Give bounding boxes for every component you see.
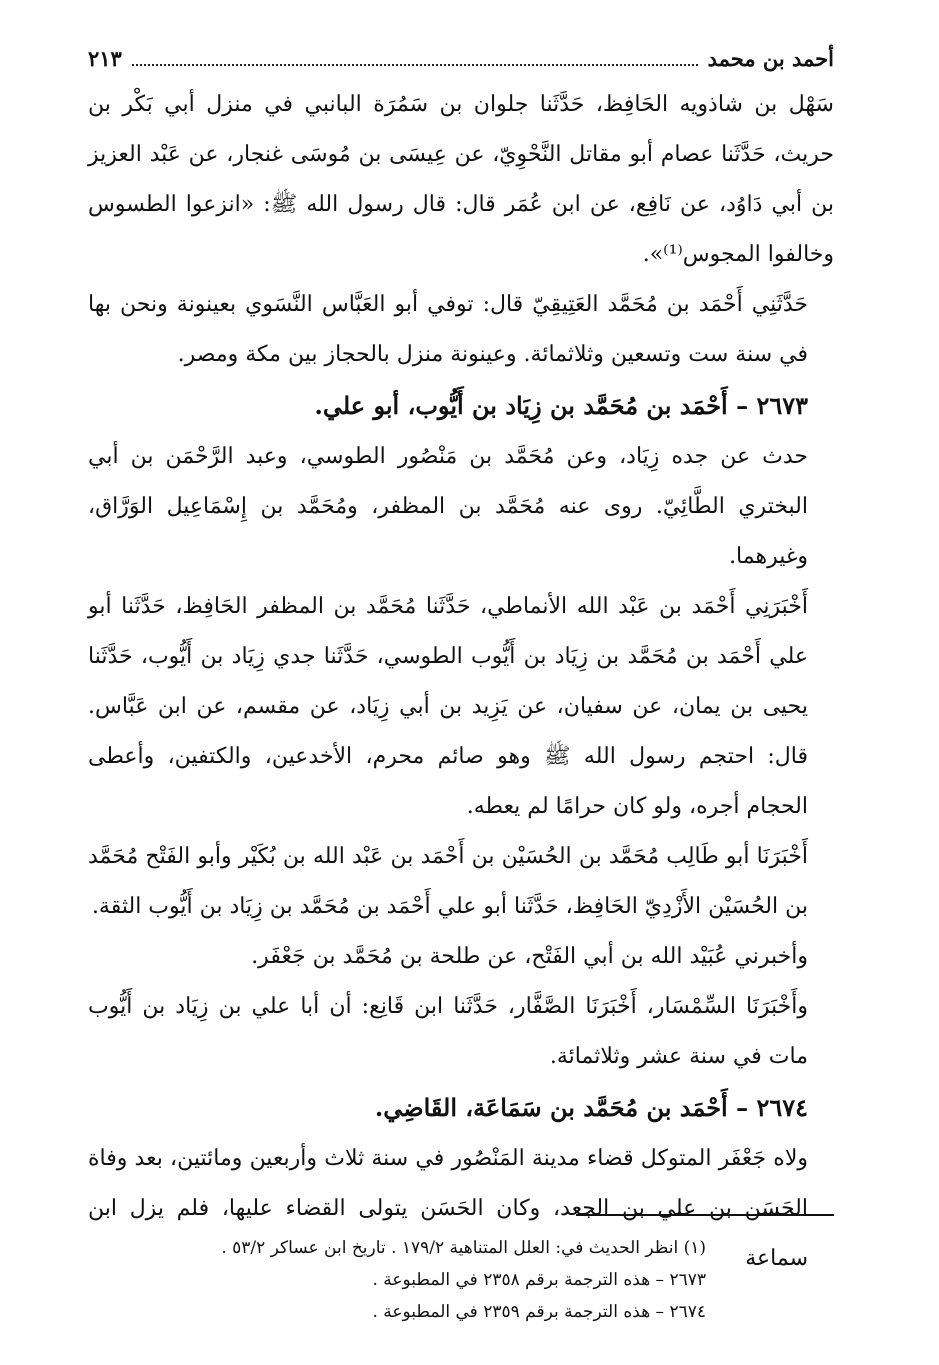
footnote-entry-2673: ٢٦٧٣ – هذه الترجمة برقم ٢٣٥٨ في المطبوعة . [372,1270,706,1290]
footnotes [88,1232,834,1328]
footnote-entry-2674: ٢٦٧٤ – هذه الترجمة برقم ٢٣٥٩ في المطبوعة . [372,1302,706,1322]
footnote-1: (١) انظر الحديث في: العلل المتناهية ١٧٩/٢ . تاريخ ابن عساكر ٥٣/٢ . [221,1238,706,1258]
page-number: ٢١٣ [88,46,122,71]
paragraph-1: سَهْل بن شاذويه الحَافِظ، حَدَّثَنا جلوان بن سَمُرَة البانبي في منزل أبي بَكْر بن حريث، حَدَّثَنا عصام أبو مقاتل النَّحْوِيّ، عن عِيسَى بن مُوسَى غنجار، عن عَبْد العزيز بن أبي دَاوُد، عن نَافِع، عن ابن عُمَر قال: قال رسول الله ﷺ: «انزعوا الطسوس وخالفوا المجوس⁽¹⁾». [88,92,835,267]
paragraph-7: وأَخْبَرَنَا السِّمْسَار، أَخْبَرَنَا الصَّفَّار، حَدَّثَنا ابن قَانِع: أن أبا علي بن زِيَاد بن أَيُّوب مات في سنة عشر وثلاثمائة. [88,994,808,1069]
paragraph-4: أَخْبَرَنِي أَحْمَد بن عَبْد الله الأنماطي، حَدَّثَنا مُحَمَّد بن المظفر الحَافِظ، حَدَّثَنا أبو علي أَحْمَد بن مُحَمَّد بن زِيَاد بن أَيُّوب الطوسي، حَدَّثَنا جدي زِيَاد بن أَيُّوب، حَدَّثَنا يحيى بن يمان، عن سفيان، عن يَزِيد بن أبي زِيَاد، عن مقسم، عن ابن عَبَّاس. قال: احتجم رسول الله ﷺ وهو صائم محرم، الأخدعين، والكتفين، وأعطى الحجام أجره، ولو كان حرامًا لم يعطه. [88,594,808,819]
running-title: أحمد بن محمد [707,46,834,71]
paragraph-3: حدث عن جده زِيَاد، وعن مُحَمَّد بن مَنْصُور الطوسي، وعبد الرَّحْمَن بن أبي البختري الطَّائِيّ. روى عنه مُحَمَّد بن المظفر، ومُحَمَّد بن إِسْمَاعِيل الوَرَّاق، وغيرهما. [88,444,808,569]
paragraph-2: حَدَّثَنِي أَحْمَد بن مُحَمَّد العَتِيقِيّ قال: توفي أبو العَبَّاس النَّسَوي بعينونة ونحن بها في سنة ست وتسعين وثلاثمائة. وعينونة منزل بالحجاز بين مكة ومصر. [88,292,808,367]
header-dot-leader [132,42,698,66]
entry-heading-2674: ٢٦٧٤ – أَحْمَد بن مُحَمَّد بن سَمَاعَة، القَاضِي. [374,1093,808,1122]
page [88,40,834,1284]
footnote-separator [576,1214,834,1216]
paragraph-8: ولاه جَعْفَر المتوكل قضاء مدينة المَنْصُور في سنة ثلاث وأربعين ومائتين، بعد وفاة الحَسَن بن علي بن الجعد، وكان الحَسَن يتولى القضاء عليها، فلم يزل ابن سماعة [88,1146,808,1271]
entry-heading-2673: ٢٦٧٣ – أَحْمَد بن مُحَمَّد بن زِيَاد بن أَيُّوب، أبو علي. [314,391,808,420]
running-header [88,40,834,78]
paragraph-5: أَخْبَرَنَا أبو طَالِب مُحَمَّد بن الحُسَيْن بن أَحْمَد بن عَبْد الله بن بُكَيْر وأبو الفَتْح مُحَمَّد بن الحُسَيْن الأَزْدِيّ الحَافِظ، حَدَّثَنا أبو علي أَحْمَد بن مُحَمَّد بن زِيَاد بن أَيُّوب الثقة. [88,844,808,919]
paragraph-6: وأخبرني عُبَيْد الله بن أبي الفَتْح، عن طلحة بن مُحَمَّد بن جَعْفَر. [251,944,808,969]
